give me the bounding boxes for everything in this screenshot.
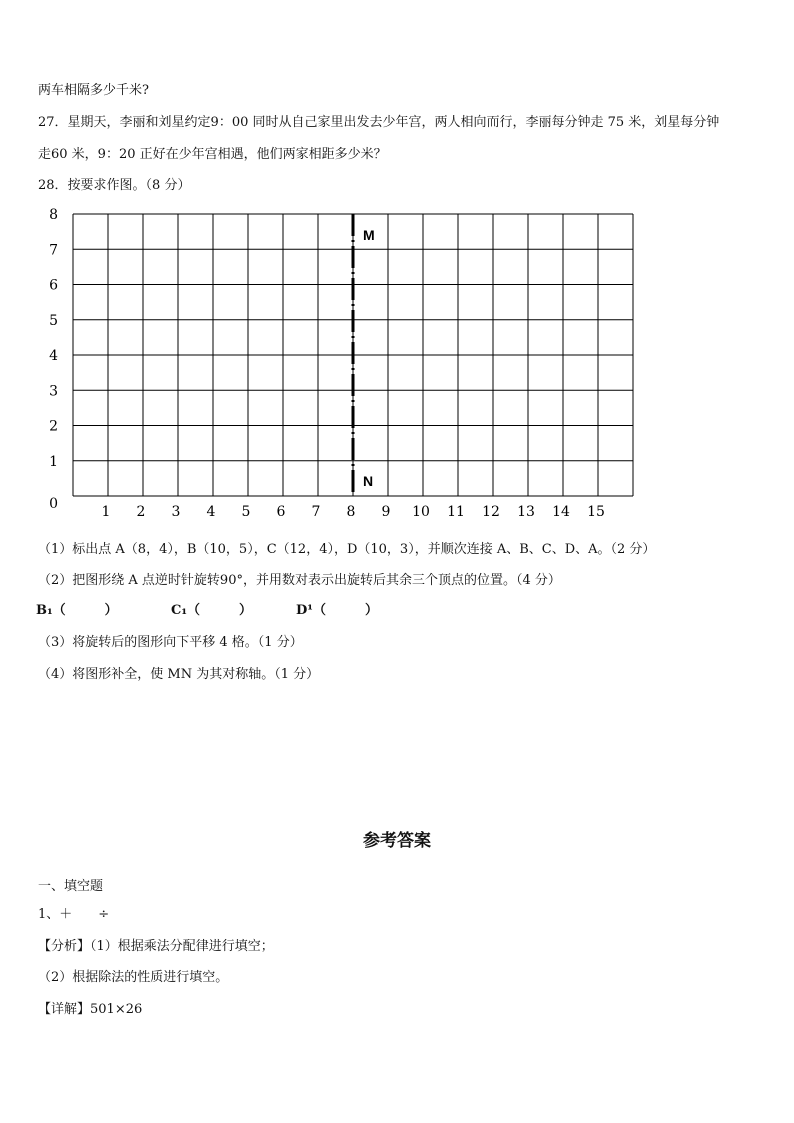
question-28-title: 28．按要求作图。（8 分） (38, 178, 191, 193)
answers-title: 参考答案 (363, 831, 431, 851)
item-number: 1、 (38, 907, 60, 922)
answer-item-1 (38, 906, 109, 924)
answer-c1: C₁（ ） (171, 603, 253, 618)
y-tick-label: 7 (49, 242, 58, 259)
x-tick-label: 6 (276, 504, 286, 520)
y-tick-label: 5 (49, 312, 58, 329)
y-tick-label: 1 (49, 453, 58, 470)
answer-divide: ÷ (98, 907, 110, 922)
question-26-tail: 两车相隔多少千米? (38, 83, 149, 98)
x-tick-label: 15 (587, 504, 605, 520)
question-27-line-2: 走60 米，9：20 正好在少年宫相遇，他们两家相距多少米？ (38, 147, 387, 162)
part-4: （4）将图形补全，使 MN 为其对称轴。（1 分） (38, 667, 320, 682)
analysis-line-2: （2）根据除法的性质进行填空。 (38, 970, 229, 985)
question-27-line-1: 27．星期天，李丽和刘星约定9：00 同时从自己家里出发去少年宫，两人相向而行，李丽每分钟走 75 米，刘星每分钟 (38, 115, 720, 130)
section-heading: 一、填空题 (38, 879, 104, 894)
x-tick-label: 12 (482, 504, 500, 520)
x-tick-label: 2 (136, 504, 146, 520)
x-tick-label: 4 (206, 504, 216, 520)
part-3: （3）将旋转后的图形向下平移 4 格。（1 分） (38, 635, 303, 650)
y-tick-label: 6 (49, 277, 58, 294)
part-1: （1）标出点 A（8，4），B（10，5），C（12，4），D（10，3），并顺次连接 A、B、C、D、A。（2 分） (38, 542, 656, 557)
x-tick-label: 1 (101, 504, 111, 520)
part-2: （2）把图形绕 A 点逆时针旋转90°，并用数对表示出旋转后其余三个顶点的位置。（4 分） (38, 573, 561, 588)
analysis-line-1: 【分析】（1）根据乘法分配律进行填空； (38, 939, 274, 954)
x-tick-label: 5 (241, 504, 251, 520)
label-m: M (363, 227, 375, 243)
label-n: N (363, 473, 374, 489)
answer-plus: ＋ (59, 907, 73, 922)
x-tick-label: 3 (171, 504, 181, 520)
x-tick-label: 14 (552, 504, 570, 520)
x-tick-label: 11 (447, 504, 465, 520)
answer-d1: D¹（ ） (296, 603, 378, 618)
detail-line: 【详解】501×26 (38, 1002, 143, 1017)
x-tick-label: 7 (311, 504, 321, 520)
x-tick-label: 8 (346, 504, 356, 520)
y-tick-label: 3 (49, 383, 58, 400)
x-tick-label: 10 (412, 504, 430, 520)
x-tick-label: 13 (517, 504, 535, 520)
x-tick-label: 9 (381, 504, 391, 520)
coordinate-grid (0, 0, 794, 540)
y-tick-label: 8 (49, 207, 58, 223)
y-tick-label: 4 (49, 348, 58, 364)
answer-b1: B₁（ ） (36, 603, 118, 618)
y-tick-label: 0 (49, 496, 58, 512)
y-tick-label: 2 (49, 418, 58, 435)
